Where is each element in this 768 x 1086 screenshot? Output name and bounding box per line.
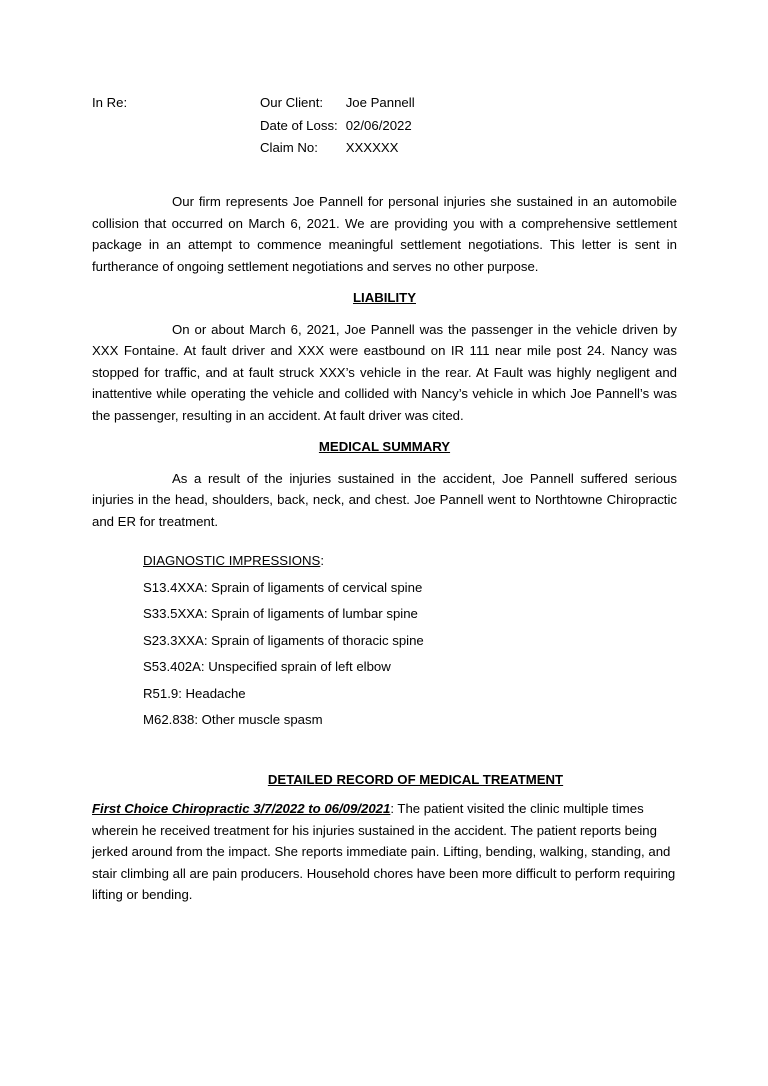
document-body xyxy=(92,0,677,906)
table-row xyxy=(260,115,415,138)
list-item: M62.838: Other muscle spasm xyxy=(143,712,323,727)
treatment-entry-body: : The patient visited the clinic multiple times wherein he received treatment for his injuries sustained in the accident. The patient reports being jerked around from the impact. She reports immediate pain. Lifting, bending, walking, standing, and stair climbing all are pain producers. Household chores have been more difficult to perform requiring lifting or bending. xyxy=(92,801,676,902)
in-re-label: In Re: xyxy=(92,95,128,110)
table-row xyxy=(260,137,415,160)
list-item: S23.3XXA: Sprain of ligaments of thoracic spine xyxy=(143,632,424,648)
date-of-loss-value: 02/06/2022 xyxy=(345,117,412,133)
list-item: S33.5XXA: Sprain of ligaments of lumbar spine xyxy=(143,606,418,621)
treatment-record-heading xyxy=(92,769,677,791)
diagnostic-impressions-block xyxy=(143,550,677,731)
client-label: Our Client: xyxy=(260,95,324,110)
medical-summary-heading-text: MEDICAL SUMMARY xyxy=(318,439,451,454)
list-item: S13.4XXA: Sprain of ligaments of cervical spine xyxy=(143,579,423,595)
claim-no-value: XXXXXX xyxy=(345,140,399,155)
liability-paragraph: On or about March 6, 2021, Joe Pannell was the passenger in the vehicle driven by XXX Fontaine. At fault driver and XXX were eastbound on IR 111 near mile post 24. Nancy was stopped for traffic, and at fault struck XXX’s vehicle in the rear. At Fault was highly negligent and inattentive while operating the vehicle and collided with Nancy’s vehicle in which Joe Pannell’s was the passenger, resulting in an accident. At fault driver was cited. xyxy=(92,321,677,423)
treatment-record-entry xyxy=(92,798,677,906)
date-of-loss-label: Date of Loss: xyxy=(260,117,338,133)
diagnostic-impressions-title-colon: : xyxy=(320,553,324,568)
diagnostic-impressions-title xyxy=(143,550,677,572)
treatment-record-heading-text: DETAILED RECORD OF MEDICAL TREATMENT xyxy=(267,771,564,787)
treatment-provider-lead-in: First Choice Chiropractic 3/7/2022 to 06/09/2021 xyxy=(92,801,391,816)
list-item: R51.9: Headache xyxy=(143,685,246,701)
letter-caption-block xyxy=(92,92,677,170)
client-value: Joe Pannell xyxy=(345,95,415,110)
table-row xyxy=(260,92,415,115)
medical-summary-paragraph: As a result of the injuries sustained in the accident, Joe Pannell suffered serious injuries in the head, shoulders, back, neck, and chest. Joe Pannell went to Northtowne Chiropractic and ER for treatment. xyxy=(92,470,677,529)
claim-no-label: Claim No: xyxy=(260,140,318,155)
list-item: S53.402A: Unspecified sprain of left elbow xyxy=(143,659,391,674)
medical-summary-heading xyxy=(92,436,677,458)
diagnostic-impressions-title-text: DIAGNOSTIC IMPRESSIONS xyxy=(143,553,321,568)
liability-heading-text: LIABILITY xyxy=(352,290,416,305)
liability-heading xyxy=(92,287,677,309)
case-details-table xyxy=(260,92,415,160)
intro-paragraph: Our firm represents Joe Pannell for personal injuries she sustained in an automobile collision that occurred on March 6, 2021. We are providing you with a comprehensive settlement package in an attempt to commence meaningful settlement negotiations. This letter is sent in furtherance of ongoing settlement negotiations and serves no other purpose. xyxy=(92,194,677,274)
